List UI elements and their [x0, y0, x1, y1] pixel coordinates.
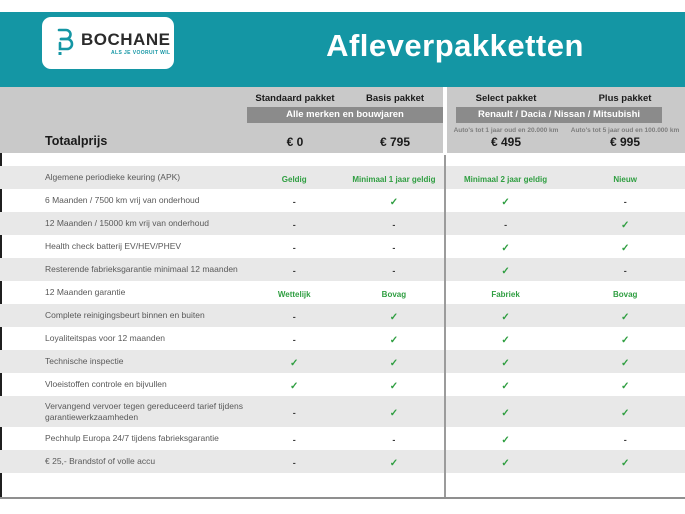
cell-plus	[565, 192, 685, 210]
cell-standaard	[244, 376, 344, 394]
cell-text: Wettelijk	[277, 289, 311, 299]
check-icon: ✓	[620, 242, 630, 254]
cell-text: Bovag	[612, 289, 638, 299]
dash-icon: -	[292, 265, 296, 276]
row-label: Complete reinigingsbeurt binnen en buiten	[45, 310, 205, 321]
page-title: Afleverpakketten	[326, 28, 584, 63]
check-icon: ✓	[290, 357, 299, 369]
check-icon: ✓	[620, 334, 630, 346]
table-row	[0, 450, 685, 473]
cell-basis	[344, 330, 444, 348]
check-icon: ✓	[501, 265, 510, 277]
cell-standaard	[244, 307, 344, 325]
cell-standaard	[244, 453, 344, 471]
cell-plus	[565, 307, 685, 325]
check-icon: ✓	[389, 334, 399, 346]
check-icon: ✓	[501, 334, 510, 346]
cell-plus	[565, 353, 685, 371]
cell-text: Minimaal 1 jaar geldig	[352, 174, 436, 184]
check-icon: ✓	[620, 311, 630, 323]
check-icon: ✓	[501, 457, 510, 469]
cell-standaard	[244, 330, 344, 348]
check-icon: ✓	[290, 380, 299, 392]
check-icon: ✓	[620, 357, 630, 369]
cell-text: Geldig	[281, 174, 307, 184]
group-badge-all-brands: Alle merken en bouwjaren	[247, 107, 443, 123]
check-icon: ✓	[501, 196, 510, 208]
table-row	[0, 235, 685, 258]
brand-name: BOCHANE	[81, 29, 171, 49]
row-label: Resterende fabrieksgarantie minimaal 12 maanden	[45, 264, 238, 275]
group-badge-renault-group: Renault / Dacia / Nissan / Mitsubishi	[456, 107, 662, 123]
cell-select	[446, 307, 566, 325]
check-icon: ✓	[389, 311, 399, 323]
row-label: Health check batterij EV/HEV/PHEV	[45, 241, 182, 252]
cell-select	[446, 376, 566, 394]
cell-basis	[344, 169, 444, 187]
cell-text: Minimaal 2 jaar geldig	[463, 174, 548, 184]
check-icon: ✓	[501, 407, 510, 419]
cell-text: Fabriek	[491, 289, 520, 299]
cell-plus	[565, 403, 685, 421]
check-icon: ✓	[620, 457, 630, 469]
cell-standaard	[244, 261, 344, 279]
cell-standaard	[244, 284, 344, 302]
table-row	[0, 396, 685, 427]
bochane-logo-icon	[52, 25, 76, 62]
table-row	[0, 427, 685, 450]
check-icon: ✓	[389, 196, 399, 208]
brand-tagline: ALS JE VOORUIT WIL	[111, 49, 171, 56]
cell-standaard	[244, 215, 344, 233]
table-row	[0, 304, 685, 327]
cell-basis	[344, 238, 444, 256]
column-header-plus: Plus pakket	[598, 93, 652, 104]
dash-icon: -	[292, 311, 296, 322]
row-label: Algemene periodieke keuring (APK)	[45, 172, 181, 183]
dash-icon: -	[623, 434, 627, 445]
row-label: Vloeistoffen controle en bijvullen	[45, 379, 167, 390]
check-icon: ✓	[389, 380, 399, 392]
check-icon: ✓	[620, 219, 630, 231]
row-label: Vervangend vervoer tegen gereduceerd tarief tijdens garantiewerkzaamheden	[45, 401, 243, 422]
totals-label: Totaalprijs	[45, 134, 108, 148]
cell-standaard	[244, 192, 344, 210]
cell-select	[446, 284, 566, 302]
check-icon: ✓	[620, 380, 630, 392]
check-icon: ✓	[501, 242, 510, 254]
cell-basis	[344, 353, 444, 371]
cell-plus	[565, 376, 685, 394]
table-column-divider	[444, 155, 446, 498]
row-label: 12 Maanden / 15000 km vrij van onderhoud	[45, 218, 209, 229]
cell-select	[446, 453, 566, 471]
dash-icon: -	[292, 457, 296, 468]
table-row	[0, 327, 685, 350]
dash-icon: -	[504, 219, 508, 230]
cell-plus	[565, 330, 685, 348]
row-label: 12 Maanden garantie	[45, 287, 126, 298]
cell-basis	[344, 261, 444, 279]
table-row	[0, 350, 685, 373]
check-icon: ✓	[620, 407, 630, 419]
cell-basis	[344, 192, 444, 210]
dash-icon: -	[292, 219, 296, 230]
check-icon: ✓	[389, 457, 399, 469]
cell-select	[446, 353, 566, 371]
price-basis: € 795	[379, 135, 411, 149]
header-column-divider	[443, 87, 447, 153]
table-row	[0, 258, 685, 281]
cell-standaard	[244, 353, 344, 371]
dash-icon: -	[392, 434, 396, 445]
cell-text: Nieuw	[613, 174, 637, 184]
table-row	[0, 166, 685, 189]
comparison-table	[0, 153, 685, 497]
column-note-select: Auto's tot 1 jaar oud en 20.000 km	[453, 127, 559, 134]
table-row	[0, 189, 685, 212]
cell-plus	[565, 430, 685, 448]
table-bottom-border	[0, 497, 685, 499]
dash-icon: -	[392, 265, 396, 276]
cell-standaard	[244, 169, 344, 187]
cell-plus	[565, 169, 685, 187]
spacer-row	[0, 153, 685, 166]
cell-basis	[344, 403, 444, 421]
dash-icon: -	[292, 434, 296, 445]
cell-basis	[344, 430, 444, 448]
column-note-plus: Auto's tot 5 jaar oud en 100.000 km	[570, 127, 680, 134]
cell-select	[446, 403, 566, 421]
cell-basis	[344, 376, 444, 394]
row-label: 6 Maanden / 7500 km vrij van onderhoud	[45, 195, 200, 206]
dash-icon: -	[292, 242, 296, 253]
price-select: € 495	[490, 135, 522, 149]
table-row	[0, 373, 685, 396]
cell-select	[446, 169, 566, 187]
dash-icon: -	[623, 265, 627, 276]
table-header	[0, 87, 685, 153]
empty-row	[0, 473, 685, 497]
cell-select	[446, 261, 566, 279]
dash-icon: -	[392, 219, 396, 230]
cell-basis	[344, 453, 444, 471]
cell-standaard	[244, 430, 344, 448]
check-icon: ✓	[389, 357, 399, 369]
table-row	[0, 212, 685, 235]
dash-icon: -	[292, 334, 296, 345]
check-icon: ✓	[501, 311, 510, 323]
cell-basis	[344, 215, 444, 233]
cell-select	[446, 330, 566, 348]
price-standaard: € 0	[286, 135, 304, 149]
cell-standaard	[244, 403, 344, 421]
dash-icon: -	[623, 196, 627, 207]
dash-icon: -	[392, 242, 396, 253]
cell-plus	[565, 284, 685, 302]
cell-plus	[565, 238, 685, 256]
cell-select	[446, 215, 566, 233]
cell-select	[446, 192, 566, 210]
cell-basis	[344, 284, 444, 302]
price-plus: € 995	[609, 135, 641, 149]
column-header-standaard: Standaard pakket	[255, 93, 335, 104]
row-label: Loyaliteitspas voor 12 maanden	[45, 333, 166, 344]
column-header-select: Select pakket	[475, 93, 537, 104]
table-row	[0, 281, 685, 304]
cell-select	[446, 430, 566, 448]
row-label: € 25,- Brandstof of volle accu	[45, 456, 156, 467]
dash-icon: -	[292, 407, 296, 418]
cell-plus	[565, 261, 685, 279]
check-icon: ✓	[389, 407, 399, 419]
bochane-logo	[42, 17, 174, 69]
row-label: Technische inspectie	[45, 356, 124, 367]
check-icon: ✓	[501, 434, 510, 446]
cell-text: Bovag	[381, 289, 407, 299]
cell-plus	[565, 215, 685, 233]
column-header-basis: Basis pakket	[365, 93, 425, 104]
check-icon: ✓	[501, 380, 510, 392]
dash-icon: -	[292, 196, 296, 207]
cell-select	[446, 238, 566, 256]
cell-standaard	[244, 238, 344, 256]
cell-plus	[565, 453, 685, 471]
check-icon: ✓	[501, 357, 510, 369]
cell-basis	[344, 307, 444, 325]
top-banner	[0, 12, 685, 87]
row-label: Pechhulp Europa 24/7 tijdens fabrieksgarantie	[45, 433, 219, 444]
